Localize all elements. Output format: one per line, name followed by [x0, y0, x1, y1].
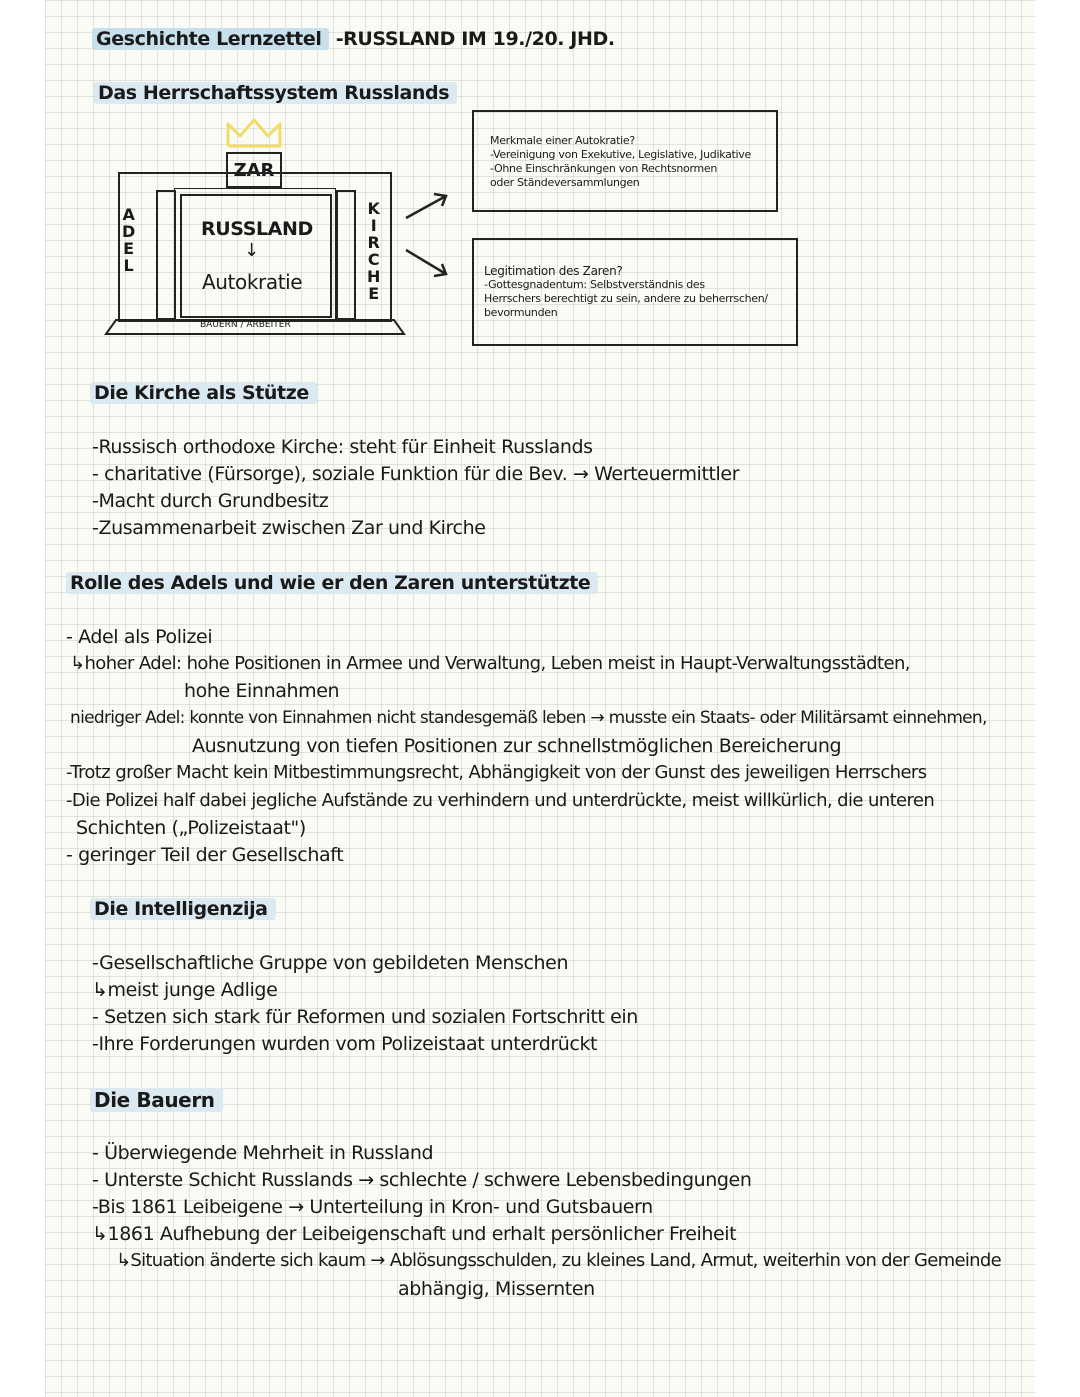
adel-line: Schichten („Polizeistaat"): [76, 817, 306, 839]
page-subtitle: -RUSSLAND IM 19./20. JHD.: [335, 28, 615, 50]
info-line: Merkmale einer Autokratie?: [490, 134, 635, 147]
adel-line: ↳hoher Adel: hohe Positionen in Armee und Verwaltung, Leben meist in Haupt-Verwaltungsstädten,: [70, 653, 910, 674]
adel-line: -Die Polizei half dabei jegliche Aufstände zu verhindern und unterdrückte, meist willkürlich, die unteren: [66, 790, 935, 811]
info-line: Legitimation des Zaren?: [484, 264, 623, 278]
base-label: BAUERN / ARBEITER: [200, 320, 291, 330]
kirche-item: -Macht durch Grundbesitz: [92, 490, 329, 512]
adel-letter: E: [123, 239, 135, 258]
bauern-item: - Überwiegende Mehrheit in Russland: [92, 1142, 434, 1164]
center-autokratie: Autokratie: [202, 270, 303, 294]
bauern-item: ↳1861 Aufhebung der Leibeigenschaft und erhalt persönlicher Freiheit: [92, 1223, 737, 1245]
info-line: Herrschers berechtigt zu sein, andere zu beherrschen/: [484, 292, 768, 305]
kirche-heading: [90, 382, 317, 404]
info-line: oder Ständeversammlungen: [490, 176, 640, 189]
kirche-letter: C: [367, 250, 380, 269]
bauern-item: abhängig, Missernten: [398, 1278, 595, 1300]
header-line: [92, 28, 615, 50]
adel-heading-text: Rolle des Adels und wie er den Zaren unterstützte: [66, 572, 598, 594]
center-russland: RUSSLAND: [201, 218, 313, 240]
adel-line: niedriger Adel: konnte von Einnahmen nicht standesgemäß leben → musste ein Staats- oder Militärsamt einnehmen,: [70, 708, 987, 728]
adel-pillar: [156, 190, 176, 320]
info-line: -Ohne Einschränkungen von Rechtsnormen: [490, 162, 718, 175]
bauern-heading-text: Die Bauern: [90, 1088, 223, 1112]
adel-line: - Adel als Polizei: [66, 626, 213, 648]
bauern-item: -Bis 1861 Leibeigene → Unterteilung in Kron- und Gutsbauern: [92, 1196, 653, 1218]
center-arrow-icon: ↓: [244, 240, 259, 261]
adel-letter: D: [122, 222, 136, 241]
kirche-item: -Russisch orthodoxe Kirche: steht für Einheit Russlands: [92, 436, 593, 458]
kirche-item: -Zusammenarbeit zwischen Zar und Kirche: [92, 517, 486, 539]
crown-icon: [224, 116, 284, 150]
adel-line: hohe Einnahmen: [184, 680, 340, 702]
adel-letters: [122, 206, 135, 274]
bauern-heading: [90, 1088, 223, 1112]
kirche-letter: H: [367, 267, 381, 286]
autokratie-info-box: [472, 110, 778, 212]
adel-line: Ausnutzung von tiefen Positionen zur schnellstmöglichen Bereicherung: [192, 735, 842, 757]
kirche-letters: [367, 200, 380, 302]
info-line: bevormunden: [484, 306, 558, 319]
page-title: Geschichte Lernzettel: [92, 28, 329, 50]
kirche-letter: I: [370, 216, 377, 235]
diagram-heading: [94, 82, 457, 104]
adel-letter: L: [123, 256, 134, 275]
bauern-item: ↳Situation änderte sich kaum → Ablösungsschulden, zu kleines Land, Armut, weiterhin von der Gemeinde: [116, 1250, 1001, 1271]
intelligenz-item: ↳meist junge Adlige: [92, 979, 278, 1001]
kirche-item: - charitative (Fürsorge), soziale Funktion für die Bev. → Werteuermittler: [92, 463, 740, 485]
intelligenz-heading-text: Die Intelligenzija: [90, 898, 276, 920]
intelligenz-item: -Gesellschaftliche Gruppe von gebildeten Menschen: [92, 952, 569, 974]
info-line: -Vereinigung von Exekutive, Legislative, Judikative: [490, 148, 751, 161]
kirche-letter: E: [368, 284, 380, 303]
intelligenz-item: - Setzen sich stark für Reformen und sozialen Fortschritt ein: [92, 1006, 638, 1028]
adel-line: - geringer Teil der Gesellschaft: [66, 844, 344, 866]
legitimation-info-box: [472, 238, 798, 346]
info-line: -Gottesgnadentum: Selbstverständnis des: [484, 278, 705, 291]
kirche-letter: R: [367, 233, 380, 252]
diagram-heading-text: Das Herrschaftssystem Russlands: [94, 82, 457, 104]
arrows-icon: [400, 188, 460, 288]
zar-label: ZAR: [233, 159, 275, 181]
adel-line: -Trotz großer Macht kein Mitbestimmungsrecht, Abhängigkeit von der Gunst des jeweiligen Herrschers: [66, 762, 927, 783]
adel-letter: A: [122, 205, 135, 224]
intelligenz-heading: [90, 898, 276, 920]
kirche-heading-text: Die Kirche als Stütze: [90, 382, 317, 404]
intelligenz-item: -Ihre Forderungen wurden vom Polizeistaat unterdrückt: [92, 1033, 598, 1055]
bauern-item: - Unterste Schicht Russlands → schlechte / schwere Lebensbedingungen: [92, 1169, 752, 1191]
adel-heading: [66, 572, 598, 594]
kirche-letter: K: [367, 199, 380, 218]
kirche-pillar: [336, 190, 356, 320]
